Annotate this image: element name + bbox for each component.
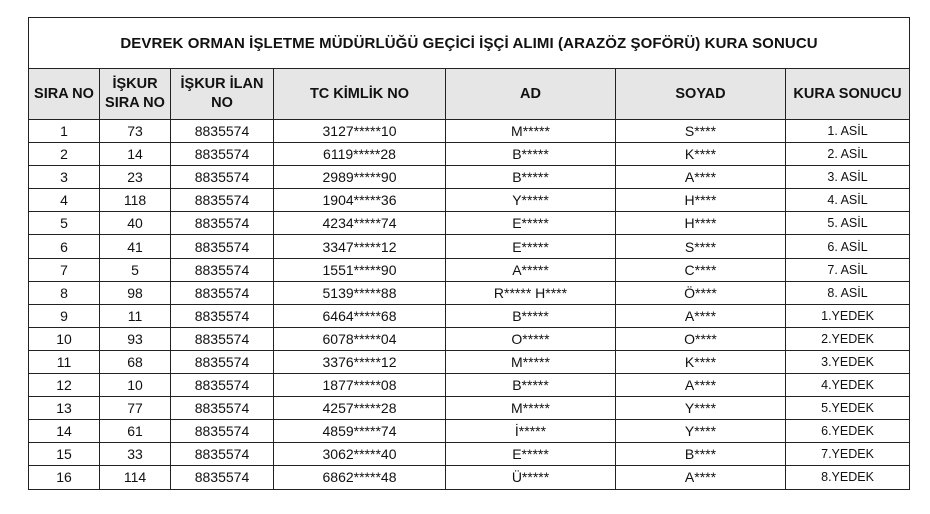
cell-soyad: S****: [616, 120, 786, 143]
cell-ilan-no: 8835574: [171, 420, 274, 443]
cell-ad: Y*****: [446, 189, 616, 212]
table-row: [29, 143, 910, 166]
cell-kura-sonucu: 2. ASİL: [786, 143, 910, 166]
table-row: [29, 304, 910, 327]
cell-kura-sonucu: 5.YEDEK: [786, 397, 910, 420]
cell-ad: B*****: [446, 143, 616, 166]
table-row: [29, 281, 910, 304]
cell-tc-kimlik-no: 4234*****74: [274, 212, 446, 235]
cell-iskur-sira-no: 23: [100, 166, 171, 189]
cell-ad: E*****: [446, 212, 616, 235]
cell-ilan-no: 8835574: [171, 235, 274, 258]
header-iskur-sira-no-line2: SIRA NO: [105, 95, 165, 111]
cell-ilan-no: 8835574: [171, 189, 274, 212]
cell-kura-sonucu: 1.YEDEK: [786, 304, 910, 327]
cell-kura-sonucu: 8.YEDEK: [786, 466, 910, 489]
cell-ilan-no: 8835574: [171, 120, 274, 143]
cell-tc-kimlik-no: 1877*****08: [274, 374, 446, 397]
cell-soyad: A****: [616, 304, 786, 327]
table-row: [29, 258, 910, 281]
cell-ilan-no: 8835574: [171, 397, 274, 420]
cell-kura-sonucu: 7.YEDEK: [786, 443, 910, 466]
cell-sira-no: 16: [29, 466, 100, 489]
header-iskur-sira-no-line1: İŞKUR: [112, 76, 158, 92]
cell-ilan-no: 8835574: [171, 350, 274, 373]
cell-kura-sonucu: 6. ASİL: [786, 235, 910, 258]
cell-ilan-no: 8835574: [171, 281, 274, 304]
cell-kura-sonucu: 3.YEDEK: [786, 350, 910, 373]
table-title: DEVREK ORMAN İŞLETME MÜDÜRLÜĞÜ GEÇİCİ İŞÇİ ALIMI (ARAZÖZ ŞOFÖRÜ) KURA SONUCU: [29, 18, 910, 69]
table-row: [29, 420, 910, 443]
cell-tc-kimlik-no: 4859*****74: [274, 420, 446, 443]
header-iskur-ilan-no: [171, 69, 274, 120]
cell-tc-kimlik-no: 6464*****68: [274, 304, 446, 327]
cell-iskur-sira-no: 14: [100, 143, 171, 166]
cell-tc-kimlik-no: 3127*****10: [274, 120, 446, 143]
cell-ad: B*****: [446, 374, 616, 397]
cell-iskur-sira-no: 41: [100, 235, 171, 258]
cell-iskur-sira-no: 5: [100, 258, 171, 281]
table-row: [29, 120, 910, 143]
cell-tc-kimlik-no: 3376*****12: [274, 350, 446, 373]
cell-soyad: K****: [616, 350, 786, 373]
cell-ad: M*****: [446, 397, 616, 420]
cell-ilan-no: 8835574: [171, 443, 274, 466]
header-iskur-ilan-no-line2: NO: [211, 95, 233, 111]
cell-iskur-sira-no: 93: [100, 327, 171, 350]
cell-tc-kimlik-no: 1904*****36: [274, 189, 446, 212]
cell-sira-no: 6: [29, 235, 100, 258]
cell-tc-kimlik-no: 1551*****90: [274, 258, 446, 281]
table-row: [29, 166, 910, 189]
table-row: [29, 327, 910, 350]
lottery-results-table: [28, 17, 910, 490]
cell-ilan-no: 8835574: [171, 374, 274, 397]
cell-ilan-no: 8835574: [171, 258, 274, 281]
table-row: [29, 350, 910, 373]
cell-kura-sonucu: 4. ASİL: [786, 189, 910, 212]
header-row: [29, 69, 910, 120]
cell-sira-no: 2: [29, 143, 100, 166]
header-soyad: SOYAD: [616, 69, 786, 120]
cell-kura-sonucu: 6.YEDEK: [786, 420, 910, 443]
cell-soyad: S****: [616, 235, 786, 258]
cell-kura-sonucu: 5. ASİL: [786, 212, 910, 235]
cell-soyad: O****: [616, 327, 786, 350]
cell-sira-no: 10: [29, 327, 100, 350]
cell-tc-kimlik-no: 6078*****04: [274, 327, 446, 350]
cell-soyad: A****: [616, 374, 786, 397]
table-row: [29, 189, 910, 212]
cell-tc-kimlik-no: 4257*****28: [274, 397, 446, 420]
cell-kura-sonucu: 3. ASİL: [786, 166, 910, 189]
cell-ad: B*****: [446, 304, 616, 327]
cell-soyad: H****: [616, 212, 786, 235]
cell-ilan-no: 8835574: [171, 466, 274, 489]
cell-sira-no: 7: [29, 258, 100, 281]
cell-tc-kimlik-no: 3062*****40: [274, 443, 446, 466]
cell-sira-no: 1: [29, 120, 100, 143]
cell-iskur-sira-no: 73: [100, 120, 171, 143]
header-ad: AD: [446, 69, 616, 120]
cell-soyad: K****: [616, 143, 786, 166]
cell-sira-no: 14: [29, 420, 100, 443]
cell-ilan-no: 8835574: [171, 143, 274, 166]
cell-sira-no: 4: [29, 189, 100, 212]
cell-soyad: Ö****: [616, 281, 786, 304]
cell-kura-sonucu: 4.YEDEK: [786, 374, 910, 397]
cell-iskur-sira-no: 33: [100, 443, 171, 466]
cell-ad: E*****: [446, 443, 616, 466]
cell-sira-no: 9: [29, 304, 100, 327]
header-kura-sonucu: KURA SONUCU: [786, 69, 910, 120]
table-row: [29, 374, 910, 397]
cell-tc-kimlik-no: 3347*****12: [274, 235, 446, 258]
cell-sira-no: 11: [29, 350, 100, 373]
header-iskur-sira-no: [100, 69, 171, 120]
cell-soyad: C****: [616, 258, 786, 281]
cell-ilan-no: 8835574: [171, 327, 274, 350]
cell-ad: R***** H****: [446, 281, 616, 304]
cell-ad: İ*****: [446, 420, 616, 443]
table-row: [29, 235, 910, 258]
cell-ad: M*****: [446, 120, 616, 143]
cell-soyad: H****: [616, 189, 786, 212]
cell-tc-kimlik-no: 5139*****88: [274, 281, 446, 304]
cell-tc-kimlik-no: 6862*****48: [274, 466, 446, 489]
cell-kura-sonucu: 1. ASİL: [786, 120, 910, 143]
cell-ad: Ü*****: [446, 466, 616, 489]
cell-iskur-sira-no: 40: [100, 212, 171, 235]
table-row: [29, 466, 910, 489]
header-tc-kimlik-no: TC KİMLİK NO: [274, 69, 446, 120]
cell-sira-no: 8: [29, 281, 100, 304]
table-row: [29, 397, 910, 420]
cell-sira-no: 12: [29, 374, 100, 397]
cell-iskur-sira-no: 98: [100, 281, 171, 304]
results-sheet: [28, 17, 909, 490]
cell-ilan-no: 8835574: [171, 304, 274, 327]
cell-iskur-sira-no: 68: [100, 350, 171, 373]
cell-ad: M*****: [446, 350, 616, 373]
cell-iskur-sira-no: 77: [100, 397, 171, 420]
cell-ad: A*****: [446, 258, 616, 281]
cell-soyad: Y****: [616, 397, 786, 420]
cell-ad: O*****: [446, 327, 616, 350]
cell-soyad: A****: [616, 466, 786, 489]
cell-sira-no: 15: [29, 443, 100, 466]
title-row: [29, 18, 910, 69]
table-row: [29, 212, 910, 235]
table-body: [29, 120, 910, 490]
cell-tc-kimlik-no: 6119*****28: [274, 143, 446, 166]
cell-kura-sonucu: 8. ASİL: [786, 281, 910, 304]
cell-tc-kimlik-no: 2989*****90: [274, 166, 446, 189]
cell-iskur-sira-no: 61: [100, 420, 171, 443]
cell-soyad: B****: [616, 443, 786, 466]
cell-iskur-sira-no: 10: [100, 374, 171, 397]
cell-kura-sonucu: 2.YEDEK: [786, 327, 910, 350]
cell-iskur-sira-no: 11: [100, 304, 171, 327]
cell-ilan-no: 8835574: [171, 212, 274, 235]
cell-ad: E*****: [446, 235, 616, 258]
cell-kura-sonucu: 7. ASİL: [786, 258, 910, 281]
header-sira-no: SIRA NO: [29, 69, 100, 120]
header-iskur-ilan-no-line1: İŞKUR İLAN: [180, 76, 264, 92]
cell-ilan-no: 8835574: [171, 166, 274, 189]
cell-iskur-sira-no: 118: [100, 189, 171, 212]
cell-iskur-sira-no: 114: [100, 466, 171, 489]
cell-soyad: Y****: [616, 420, 786, 443]
cell-sira-no: 13: [29, 397, 100, 420]
cell-sira-no: 3: [29, 166, 100, 189]
table-row: [29, 443, 910, 466]
cell-soyad: A****: [616, 166, 786, 189]
cell-sira-no: 5: [29, 212, 100, 235]
cell-ad: B*****: [446, 166, 616, 189]
